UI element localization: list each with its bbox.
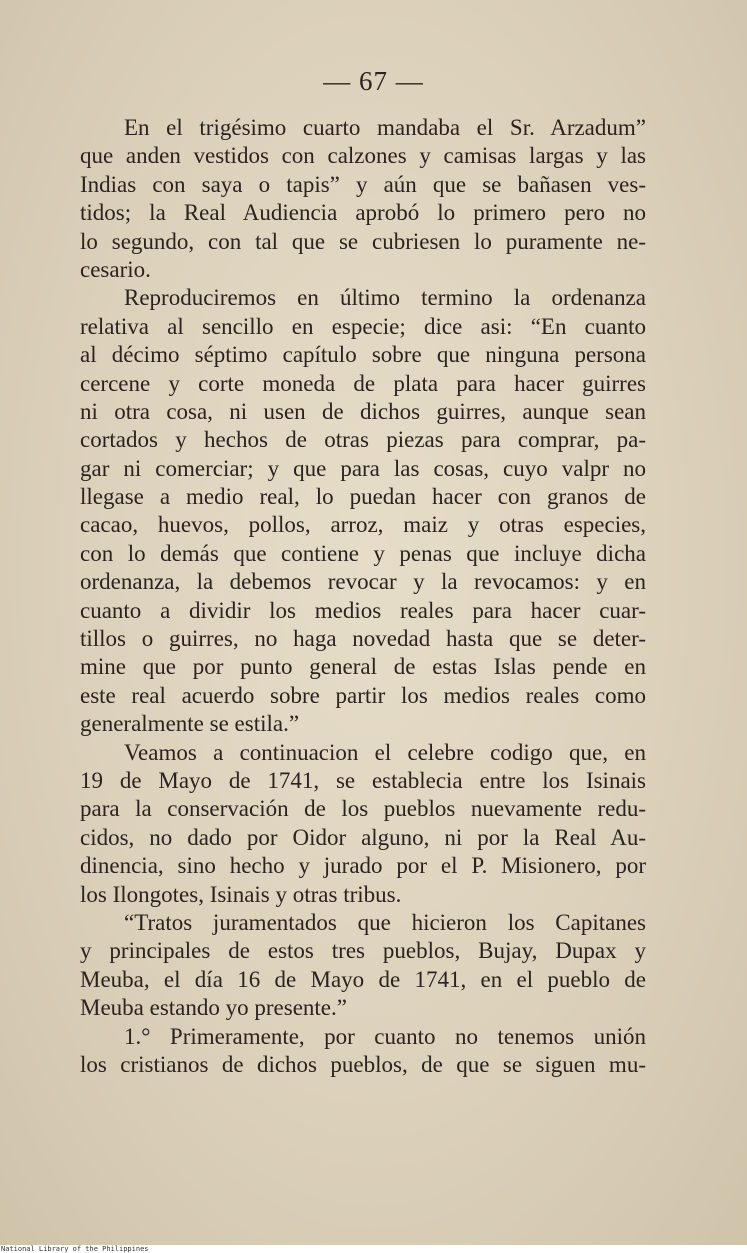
body-text xyxy=(80,114,646,1079)
text-line: dinencia, sino hecho y jurado por el P. Misionero, por xyxy=(80,853,646,879)
text-line: cidos, no dado por Oidor alguno, ni por la Real Au- xyxy=(80,824,646,850)
text-line: Veamos a continuacion el celebre codigo que, en xyxy=(124,739,646,765)
text-line: ni otra cosa, ni usen de dichos guirres, aunque sean xyxy=(80,398,646,424)
text-line: este real acuerdo sobre partir los medios reales como xyxy=(80,682,646,708)
text-line: 19 de Mayo de 1741, se establecia entre los Isinais xyxy=(80,767,646,793)
text-line: cacao, huevos, pollos, arroz, maiz y otras especies, xyxy=(80,512,646,538)
text-line: cesario. xyxy=(80,256,151,282)
text-line: los cristianos de dichos pueblos, de que se siguen mu- xyxy=(80,1051,646,1077)
text-line: cercene y corte moneda de plata para hacer guirres xyxy=(80,370,646,396)
text-line: cortados y hechos de otras piezas para comprar, pa- xyxy=(80,427,646,453)
text-line: tillos o guirres, no haga novedad hasta que se deter- xyxy=(80,626,646,652)
text-line: relativa al sencillo en especie; dice asi: “En cuanto xyxy=(80,313,646,339)
text-line: mine que por punto general de estas Islas pende en xyxy=(80,654,646,680)
text-line: “Tratos juramentados que hicieron los Capitanes xyxy=(124,909,646,935)
text-line: Reproduciremos en último termino la ordenanza xyxy=(124,285,646,311)
text-line: generalmente se estila.” xyxy=(80,711,300,737)
text-line: al décimo séptimo capítulo sobre que ninguna persona xyxy=(80,342,646,368)
text-line: cuanto a dividir los medios reales para hacer cuar- xyxy=(80,597,646,623)
text-line: 1.° Primeramente, por cuanto no tenemos unión xyxy=(124,1023,646,1049)
text-line: Meuba, el día 16 de Mayo de 1741, en el pueblo de xyxy=(80,966,646,992)
text-line: llegase a medio real, lo puedan hacer con granos de xyxy=(80,484,646,510)
text-line: En el trigésimo cuarto mandaba el Sr. Arzadum” xyxy=(124,115,646,140)
library-credit: National Library of the Philippines xyxy=(1,1245,149,1253)
text-line: que anden vestidos con calzones y camisas largas y las xyxy=(80,143,646,169)
text-line: y principales de estos tres pueblos, Bujay, Dupax y xyxy=(80,938,646,964)
text-line: Indias con saya o tapis” y aún que se bañasen ves- xyxy=(80,171,646,197)
text-line: ordenanza, la debemos revocar y la revocamos: y en xyxy=(80,569,646,595)
text-line: Meuba estando yo presente.” xyxy=(80,995,347,1021)
text-line: los Ilongotes, Isinais y otras tribus. xyxy=(80,881,402,907)
text-line: con lo demás que contiene y penas que incluye dicha xyxy=(80,540,646,566)
text-line: lo segundo, con tal que se cubriesen lo puramente ne- xyxy=(80,228,646,254)
text-line: tidos; la Real Audiencia aprobó lo primero pero no xyxy=(80,200,646,226)
text-line: para la conservación de los pueblos nuevamente redu- xyxy=(80,796,646,822)
text-line: gar ni comerciar; y que para las cosas, cuyo valpr no xyxy=(80,455,646,481)
page-number: — 67 — xyxy=(323,66,424,96)
